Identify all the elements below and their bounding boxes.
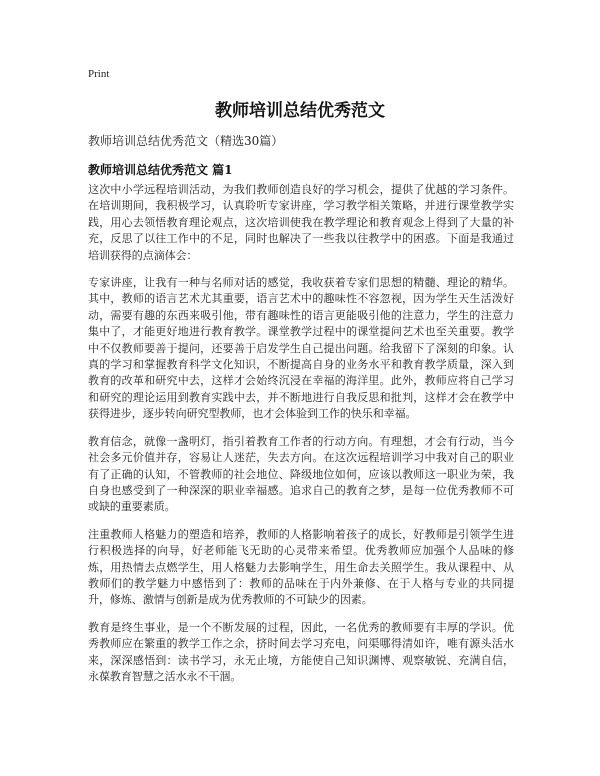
paragraph: 这次中小学远程培训活动，为我们教师创造良好的学习机会，提供了优越的学习条件。在培训期间，我积极学习，认真聆听专家讲座，学习教学相关策略，并进行课堂教学实践，用心去领悟教育理论观点，这次培训使我在教学理论和教育观念上得到了大量的补充，反思了以往工作中的不足，同时也解决了一些我以往教学中的困惑。下面是我通过培训获得的点滴体会：	[88, 183, 514, 262]
print-link[interactable]: Print	[88, 68, 110, 80]
document-subtitle: 教师培训总结优秀范文（精选30篇）	[88, 134, 284, 148]
article-body	[88, 182, 514, 696]
page-title: 教师培训总结优秀范文	[215, 101, 385, 121]
paragraph: 教育信念，就像一盏明灯，指引着教育工作者的行动方向。有理想，才会有行动，当今社会多元价值并存，容易让人迷茫，失去方向。在这次远程培训学习中我对自己的职业有了正确的认知，不管教师的社会地位、降级地位如何，应该以教师这一职业为荣，我自身也感受到了一种深深的职业幸福感。追求自己的教育之梦，是每一位优秀教师不可或缺的重要素质。	[88, 434, 514, 514]
section-heading: 教师培训总结优秀范文 篇1	[88, 163, 233, 177]
paragraph: 专家讲座，让我有一种与名师对话的感觉，我收获着专家们思想的精髓、理论的精华。其中，教师的语言艺术尤其重要，语言艺术中的趣味性不容忽视，因为学生天生活泼好动，需要有趣的东西来吸引他，带有趣味性的语言更能吸引他的注意力，学生的注意力集中了，才能更好地进行教育教学。课堂教学过程中的课堂提问艺术也至关重要。教学中不仅教师要善于提问，还要善于启发学生自己提出问题。给我留下了深刻的印象。认真的学习和掌握教育科学文化知识，不断提高自身的业务水平和教育教学质量，深入到教育的改革和研究中去，这样才会始终沉浸在幸福的海洋里。此外，教师应将自己学习和研究的理论运用到教育实践中去，并不断地进行自我反思和批判，这样才会在教学中获得进步，逐步转向研究型教师，也才会体验到工作的快乐和幸福。	[88, 276, 514, 421]
paragraph: 注重教师人格魅力的塑造和培养，教师的人格影响着孩子的成长，好教师是引领学生进行积极选择的向导，好老师能飞无助的心灵带来希望。优秀教师应加强个人品味的修炼，用热情去点燃学生，用人格魅力去影响学生，用生命去关照学生。我从课程中、从教师们的教学魅力中感悟到了：教师的品味在于内外兼修、在于人格与专业的共同提升，修炼、激情与创新是成为优秀教师的不可缺少的因素。	[88, 527, 514, 607]
paragraph: 教育是终生事业，是一个不断发展的过程，因此，一名优秀的教师要有丰厚的学识。优秀教师应在繁重的教学工作之余，挤时间去学习充电，问渠哪得清如许，唯有源头活水来，深深感悟到：读书学习，永无止境，方能使自己知识渊博、观察敏锐、充满自信，永葆教育智慧之活水永不干涸。	[88, 620, 514, 683]
